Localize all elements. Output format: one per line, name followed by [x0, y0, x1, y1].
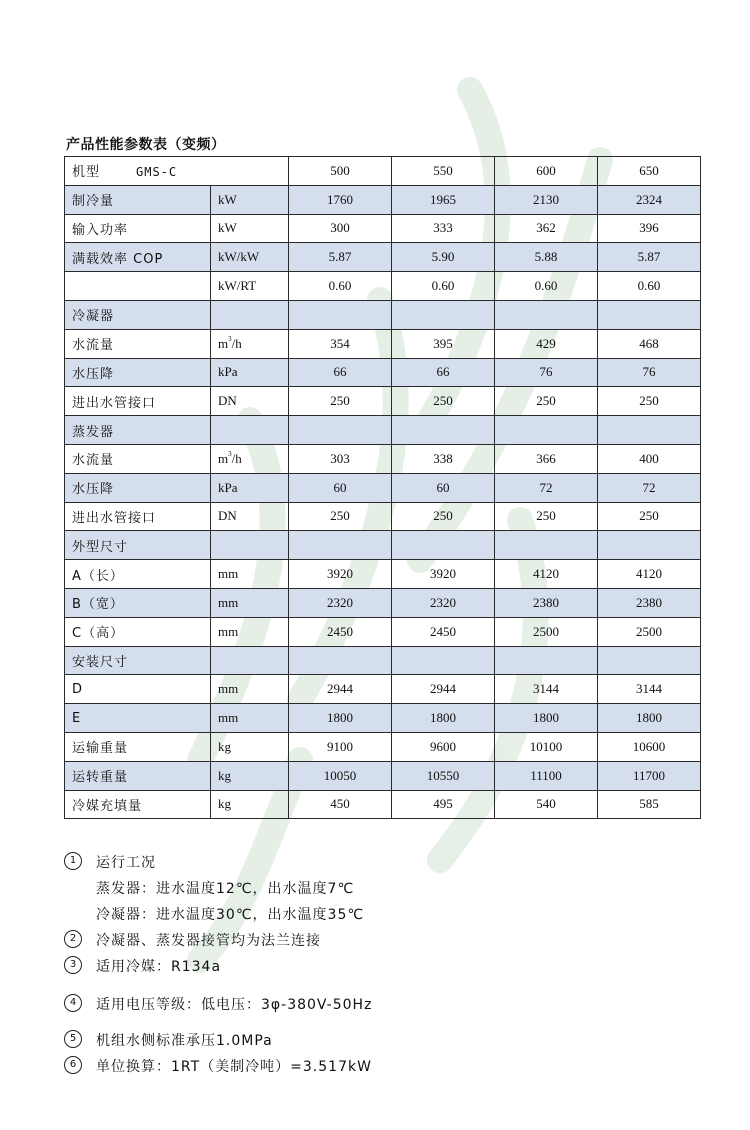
row-value: 72: [598, 473, 701, 502]
table-row: [65, 588, 701, 617]
note-item: [64, 1028, 704, 1054]
row-value: [598, 300, 701, 329]
row-value: [392, 416, 495, 445]
row-value: 0.60: [495, 272, 598, 301]
row-value: 10600: [598, 732, 701, 761]
row-value: 250: [289, 502, 392, 531]
row-value: 76: [598, 358, 701, 387]
row-value: [495, 416, 598, 445]
table-row: [65, 416, 701, 445]
row-unit: $m^3/h$: [211, 444, 289, 473]
row-unit: mm: [211, 588, 289, 617]
row-value: 354: [289, 329, 392, 358]
row-value: 2130: [495, 185, 598, 214]
row-name: 冷媒充填量: [65, 790, 211, 819]
row-unit: kg: [211, 732, 289, 761]
row-value: 250: [495, 502, 598, 531]
row-unit: $m^3/h$: [211, 329, 289, 358]
note-text: 单位换算：1RT（美制冷吨）=3.517kW: [96, 1059, 372, 1075]
notes: [64, 850, 704, 1080]
spec-table: [64, 156, 701, 819]
row-value: 2500: [598, 617, 701, 646]
row-value: 1800: [495, 704, 598, 733]
row-value: 60: [392, 473, 495, 502]
model-code: GMS-C: [136, 165, 178, 180]
row-value: [289, 531, 392, 560]
row-value: 76: [495, 358, 598, 387]
row-name: 输入功率: [65, 214, 211, 243]
row-unit: kg: [211, 761, 289, 790]
row-value: 1800: [598, 704, 701, 733]
row-value: 1760: [289, 185, 392, 214]
row-value: 450: [289, 790, 392, 819]
row-value: 250: [495, 387, 598, 416]
note-item: [64, 928, 704, 954]
row-value: 10550: [392, 761, 495, 790]
row-name: 进出水管接口: [65, 387, 211, 416]
model-column-header: 500: [289, 157, 392, 186]
row-value: 300: [289, 214, 392, 243]
row-name: A（长）: [65, 560, 211, 589]
row-value: 2450: [392, 617, 495, 646]
row-value: 11700: [598, 761, 701, 790]
row-name: D: [65, 675, 211, 704]
row-value: 2944: [289, 675, 392, 704]
row-value: 338: [392, 444, 495, 473]
row-unit: [211, 646, 289, 675]
note-number: 2: [64, 930, 82, 948]
row-name: 水压降: [65, 473, 211, 502]
row-value: 1800: [289, 704, 392, 733]
row-unit: kW: [211, 185, 289, 214]
note-number: 6: [64, 1056, 82, 1074]
row-value: 5.88: [495, 243, 598, 272]
row-value: [392, 646, 495, 675]
note-item: [64, 954, 704, 980]
table-row: [65, 790, 701, 819]
page-title: 产品性能参数表（变频）: [66, 137, 226, 153]
row-value: 2380: [495, 588, 598, 617]
row-unit: [211, 416, 289, 445]
row-name: 水流量: [65, 444, 211, 473]
table-row: [65, 214, 701, 243]
row-unit: [211, 531, 289, 560]
row-value: [598, 416, 701, 445]
row-value: 5.87: [289, 243, 392, 272]
row-name: 进出水管接口: [65, 502, 211, 531]
row-value: 250: [392, 387, 495, 416]
row-value: 0.60: [392, 272, 495, 301]
row-name: 外型尺寸: [65, 531, 211, 560]
row-value: 5.90: [392, 243, 495, 272]
row-value: [495, 531, 598, 560]
row-value: 72: [495, 473, 598, 502]
row-unit: mm: [211, 704, 289, 733]
row-name: 水压降: [65, 358, 211, 387]
model-header-cell: [65, 157, 289, 186]
row-name: 满载效率 COP: [65, 243, 211, 272]
model-column-header: 650: [598, 157, 701, 186]
row-unit: DN: [211, 387, 289, 416]
row-value: 2320: [289, 588, 392, 617]
table-row: [65, 358, 701, 387]
row-value: 3920: [392, 560, 495, 589]
row-value: 362: [495, 214, 598, 243]
note-number: 4: [64, 994, 82, 1012]
row-name: B（宽）: [65, 588, 211, 617]
row-value: 3920: [289, 560, 392, 589]
row-unit: mm: [211, 675, 289, 704]
note-item: [64, 1054, 704, 1080]
note-item: [64, 992, 704, 1018]
row-value: [495, 646, 598, 675]
row-value: 2500: [495, 617, 598, 646]
table-row: [65, 617, 701, 646]
row-value: 9600: [392, 732, 495, 761]
row-value: 10100: [495, 732, 598, 761]
row-value: [289, 646, 392, 675]
note-item: [64, 876, 704, 902]
row-value: [598, 646, 701, 675]
row-value: 10050: [289, 761, 392, 790]
model-column-header: 600: [495, 157, 598, 186]
row-value: 66: [392, 358, 495, 387]
table-row: [65, 531, 701, 560]
row-value: 1800: [392, 704, 495, 733]
row-value: 333: [392, 214, 495, 243]
row-value: 396: [598, 214, 701, 243]
row-name: 运输重量: [65, 732, 211, 761]
table-row: [65, 300, 701, 329]
note-text: 冷凝器：进水温度30℃，出水温度35℃: [96, 907, 365, 923]
row-value: 2324: [598, 185, 701, 214]
row-value: [598, 531, 701, 560]
note-number: 5: [64, 1030, 82, 1048]
row-name: [65, 272, 211, 301]
note-text: 蒸发器：进水温度12℃，出水温度7℃: [96, 881, 355, 897]
row-value: 3144: [495, 675, 598, 704]
row-value: 1965: [392, 185, 495, 214]
row-name: 制冷量: [65, 185, 211, 214]
note-number: 3: [64, 956, 82, 974]
row-value: 540: [495, 790, 598, 819]
note-text: 适用冷媒：R134a: [96, 959, 222, 975]
table-row: [65, 243, 701, 272]
row-value: 303: [289, 444, 392, 473]
row-value: 585: [598, 790, 701, 819]
row-value: [289, 300, 392, 329]
row-value: 66: [289, 358, 392, 387]
row-value: [289, 416, 392, 445]
row-value: 4120: [495, 560, 598, 589]
model-label: 机型: [72, 165, 101, 181]
row-name: E: [65, 704, 211, 733]
row-value: 0.60: [598, 272, 701, 301]
row-value: 400: [598, 444, 701, 473]
row-unit: kW/kW: [211, 243, 289, 272]
table-row: [65, 502, 701, 531]
row-value: 250: [289, 387, 392, 416]
table-row: [65, 387, 701, 416]
table-row: [65, 444, 701, 473]
row-unit: kg: [211, 790, 289, 819]
row-value: [392, 531, 495, 560]
row-value: 250: [598, 502, 701, 531]
row-value: 0.60: [289, 272, 392, 301]
row-value: 2320: [392, 588, 495, 617]
row-value: 4120: [598, 560, 701, 589]
table-row: [65, 732, 701, 761]
row-unit: mm: [211, 560, 289, 589]
note-text: 适用电压等级：低电压：3φ-380V-50Hz: [96, 997, 373, 1013]
row-unit: DN: [211, 502, 289, 531]
row-value: 3144: [598, 675, 701, 704]
row-value: 395: [392, 329, 495, 358]
row-value: 2944: [392, 675, 495, 704]
row-unit: [211, 300, 289, 329]
row-unit: kW: [211, 214, 289, 243]
note-text: 冷凝器、蒸发器接管均为法兰连接: [96, 933, 321, 949]
row-value: 60: [289, 473, 392, 502]
row-value: 2380: [598, 588, 701, 617]
row-value: 11100: [495, 761, 598, 790]
table-row: [65, 185, 701, 214]
table-row: [65, 560, 701, 589]
note-item: [64, 902, 704, 928]
table-row: [65, 329, 701, 358]
table-row: [65, 761, 701, 790]
table-row: [65, 473, 701, 502]
table-row: [65, 675, 701, 704]
note-item: [64, 850, 704, 876]
row-unit: kPa: [211, 473, 289, 502]
row-unit: kPa: [211, 358, 289, 387]
row-value: 250: [598, 387, 701, 416]
row-name: 安装尺寸: [65, 646, 211, 675]
note-text: 机组水侧标准承压1.0MPa: [96, 1033, 273, 1049]
row-value: 5.87: [598, 243, 701, 272]
note-number: 1: [64, 852, 82, 870]
row-value: 250: [392, 502, 495, 531]
model-column-header: 550: [392, 157, 495, 186]
row-value: 366: [495, 444, 598, 473]
row-unit: mm: [211, 617, 289, 646]
row-value: 9100: [289, 732, 392, 761]
row-value: 468: [598, 329, 701, 358]
row-value: 495: [392, 790, 495, 819]
row-name: C（高）: [65, 617, 211, 646]
row-name: 运转重量: [65, 761, 211, 790]
row-value: 429: [495, 329, 598, 358]
table-row: [65, 646, 701, 675]
table-header-row: [65, 157, 701, 186]
row-value: [392, 300, 495, 329]
row-name: 冷凝器: [65, 300, 211, 329]
row-name: 蒸发器: [65, 416, 211, 445]
row-name: 水流量: [65, 329, 211, 358]
table-row: [65, 704, 701, 733]
table-row: [65, 272, 701, 301]
row-value: [495, 300, 598, 329]
note-text: 运行工况: [96, 855, 156, 871]
row-value: 2450: [289, 617, 392, 646]
row-unit: kW/RT: [211, 272, 289, 301]
